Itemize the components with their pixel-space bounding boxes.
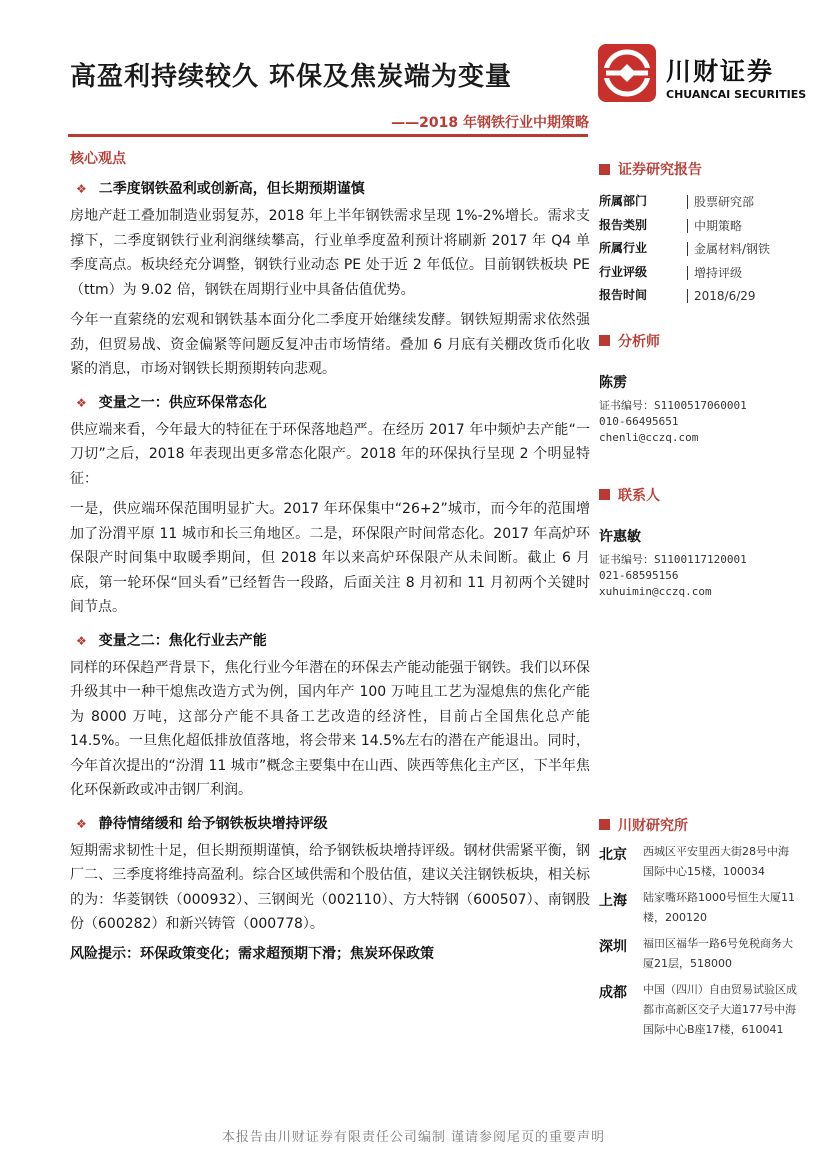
info-value: 中期策略 [687, 219, 742, 233]
paragraph: 短期需求韧性十足，但长期预期谨慎，给予钢铁板块增持评级。钢材供需紧平衡，钢厂二、三季度将维持高盈利。综合区域供需和个股估值，建议关注钢铁板块，相关标的为：华菱钢铁（000932）、三钢闽光（002110）、方大特钢（600507）、南钢股份（600282）和新兴铸管（000778）。 [70, 842, 590, 932]
office-address: 中国（四川）自由贸易试验区成都市高新区交子大道177号中海国际中心B座17楼，610041 [643, 982, 797, 1036]
analyst-license: 证书编号：S1100517060001 [599, 398, 747, 412]
analyst-heading [599, 330, 799, 352]
report-subtitle: ——2018 年钢铁行业中期策略 [391, 115, 589, 131]
info-value: 股票研究部 [687, 195, 754, 209]
contact-name: 许惠敏 [599, 528, 641, 545]
office-row [599, 842, 799, 882]
core-views-label: 核心观点 [70, 151, 126, 167]
info-row [599, 237, 799, 261]
analyst-name: 陈雳 [599, 374, 627, 391]
paragraph: 供应端来看，今年最大的特征在于环保落地趋严。在经历 2017 年中频炉去产能“一刀切”之后，2018 年表现出更多常态化限产。2018 年的环保执行呈现 2 个明显特征： [70, 421, 590, 487]
square-bullet-icon [599, 819, 610, 830]
diamond-bullet-icon: ❖ [76, 816, 87, 831]
info-value: 增持评级 [687, 266, 742, 280]
logo-name: 川财证券 [666, 57, 775, 86]
section-heading-text: 二季度钢铁盈利或创新高，但长期预期谨慎 [98, 181, 365, 197]
contact-license: 证书编号：S1100117120001 [599, 552, 747, 566]
section-heading [70, 178, 590, 198]
sidebar [599, 158, 799, 1046]
analyst-heading-text: 分析师 [618, 333, 660, 350]
section-heading [70, 630, 590, 650]
office-address: 陆家嘴环路1000号恒生大厦11楼，200120 [643, 890, 795, 924]
square-bullet-icon [599, 489, 610, 500]
report-title: 高盈利持续较久 环保及焦炭端为变量 [70, 62, 513, 92]
diamond-bullet-icon: ❖ [76, 182, 87, 196]
info-value: 2018/6/29 [687, 289, 756, 303]
diamond-bullet-icon: ❖ [76, 633, 87, 648]
info-key: 所属行业 [599, 241, 648, 255]
info-key: 所属部门 [599, 194, 648, 208]
section-heading-text: 静待情绪缓和 给予钢铁板块增持评级 [98, 815, 328, 832]
logo-mark-icon [598, 44, 656, 102]
page-footer: 本报告由川财证券有限责任公司编制 谨请参阅尾页的重要声明 [221, 1130, 606, 1145]
office-city: 成都 [599, 984, 627, 1001]
contact-phone: 021-68595156 [599, 568, 679, 582]
analyst-phone: 010-66495651 [599, 414, 679, 428]
office-row [599, 980, 799, 1040]
company-logo [598, 44, 807, 104]
info-row [599, 284, 799, 308]
square-bullet-icon [599, 335, 610, 346]
office-city: 深圳 [599, 938, 627, 955]
info-key: 行业评级 [599, 264, 648, 279]
analyst-email: chenli@cczq.com [599, 430, 699, 444]
square-bullet-icon [599, 164, 610, 175]
paragraph: 一是，供应端环保范围明显扩大。2017 年环保集中“26+2”城市，而今年的范围增加了汾渭平原 11 城市和长三角地区。二是，环保限产时间常态化。2017 年高炉环保限产时间集中取暖季期间，但 2018 年以来高炉环保限产从未间断。截止 6 月底，第一轮环保“回头看”已经暂告一段路，后面关注 8 月初和 11 月初两个关键时间节点。 [70, 501, 590, 615]
paragraph: 今年一直萦绕的宏观和钢铁基本面分化二季度开始继续发酵。钢铁短期需求依然强劲，但贸易战、资金偏紧等问题反复冲击市场情绪。叠加 6 月底有关棚改货币化收紧的消息，市场对钢铁长期预期转向悲观。 [70, 312, 590, 377]
report-info-table [599, 190, 799, 308]
info-value: 金属材料/钢铁 [687, 242, 770, 256]
office-address: 福田区福华一路6号免税商务大厦21层，518000 [643, 936, 793, 970]
office-city: 上海 [599, 892, 627, 909]
main-content [70, 148, 590, 963]
info-key: 报告类别 [599, 217, 648, 232]
risk-warning: 风险提示：环保政策变化；需求超预期下滑；焦炭环保政策 [70, 945, 434, 962]
paragraph: 同样的环保趋严背景下，焦化行业今年潜在的环保去产能动能强于钢铁。我们以环保升级其中一种干熄焦改造方式为例，国内年产 100 万吨且工艺为湿熄焦的焦化产能为 8000 万吨，这部分产能不具备工艺改造的经济性，目前占全国焦化总产能 14.5%。一旦焦化超低排放值落地，将会带来 14.5%左右的潜在产能退出。同时，今年首次提出的“汾渭 11 城市”概念主要集中在山西、陕西等焦化主产区，下半年焦化环保新政或冲击钢厂利润。 [70, 659, 590, 798]
report-info-heading [599, 158, 799, 180]
report-info-heading-text: 证券研究报告 [618, 162, 702, 178]
header-divider [68, 134, 588, 137]
office-row [599, 934, 799, 974]
institute-heading-text: 川财研究所 [618, 817, 688, 834]
info-row [599, 214, 799, 238]
section-heading [70, 813, 590, 833]
contact-heading-text: 联系人 [618, 487, 660, 504]
section-heading [70, 392, 590, 412]
logo-english-name: CHUANCAI SECURITIES [666, 88, 807, 101]
office-row [599, 888, 799, 928]
office-address: 西城区平安里西大街28号中海国际中心15楼，100034 [643, 844, 789, 878]
contact-heading [599, 484, 799, 506]
paragraph: 房地产赶工叠加制造业弱复苏，2018 年上半年钢铁需求呈现 1%-2%增长。需求支撑下，二季度钢铁行业利润继续攀高，行业单季度盈利预计将刷新 2017 年 Q4 单季度高点。板块经充分调整，钢铁行业动态 PE 处于近 2 年低位。目前钢铁板块 PE（ttm）为 9.02 倍，钢铁在周期行业中具备估值优势。 [70, 208, 590, 298]
office-city: 北京 [599, 846, 627, 863]
info-row [599, 190, 799, 214]
diamond-bullet-icon: ❖ [76, 395, 87, 410]
institute-heading [599, 814, 799, 836]
info-key: 报告时间 [599, 288, 648, 302]
contact-email: xuhuimin@cczq.com [599, 584, 712, 598]
section-heading-text: 变量之一：供应环保常态化 [98, 394, 267, 411]
info-row [599, 261, 799, 285]
section-heading-text: 变量之二：焦化行业去产能 [98, 632, 267, 649]
